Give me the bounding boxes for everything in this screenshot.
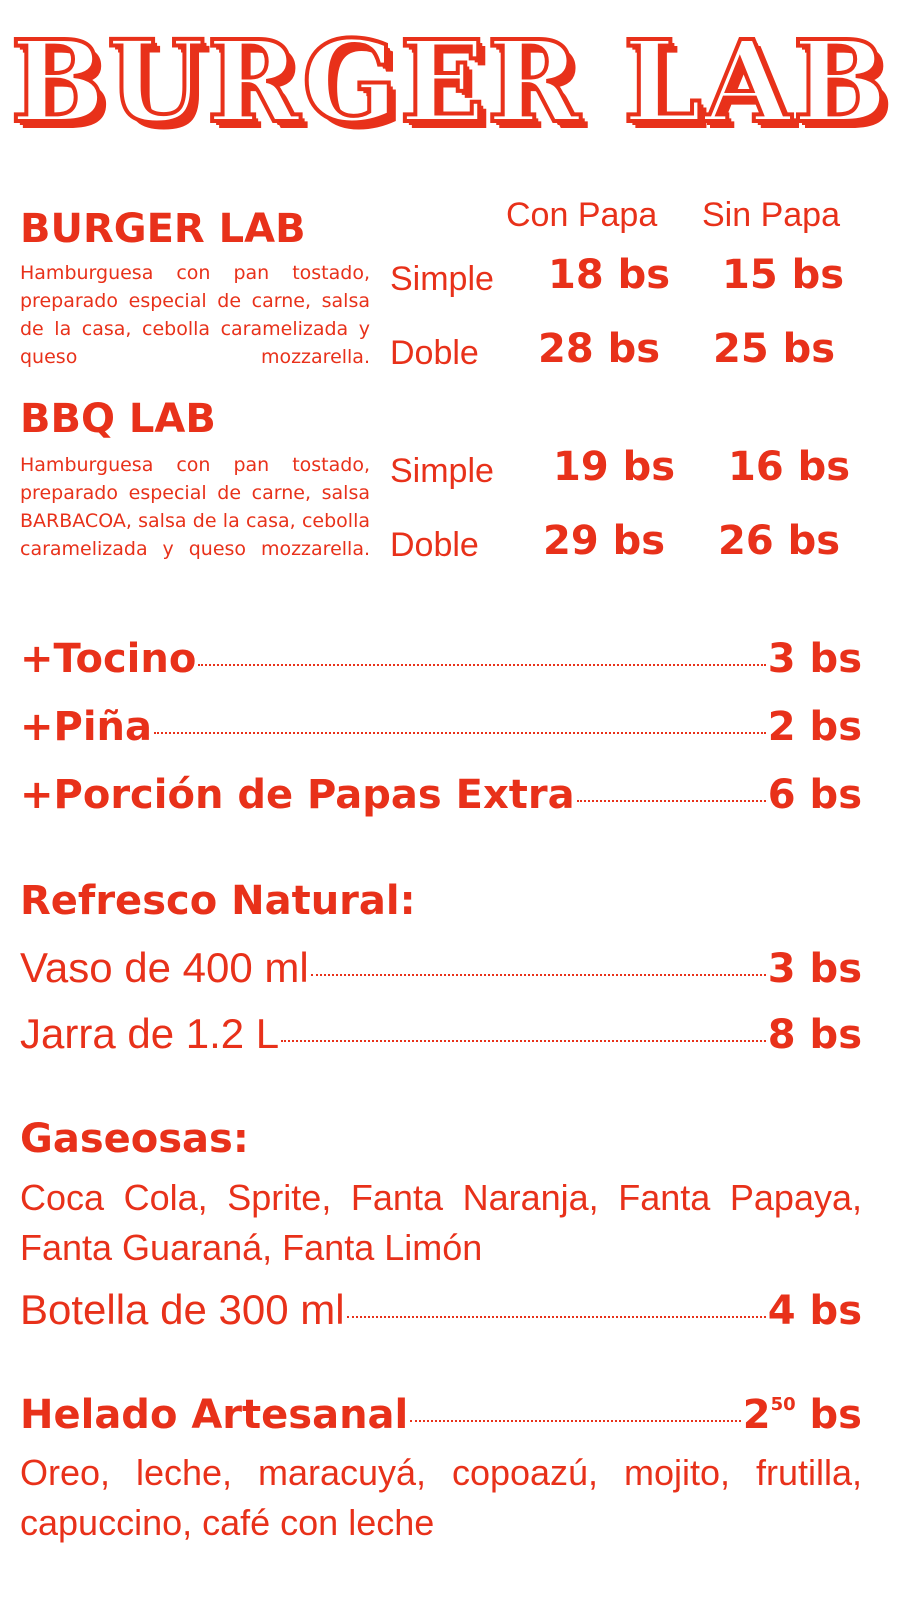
burger-name: BBQ LAB: [20, 396, 216, 442]
leader-dots: [311, 974, 766, 976]
leader-dots: [154, 732, 766, 734]
price-con-papa: 29 bs: [543, 518, 666, 564]
leader-dots: [198, 664, 765, 666]
size-simple: Simple: [390, 452, 494, 490]
menu-title: BURGER LAB: [10, 17, 890, 148]
burger-description: Hamburguesa con pan tostado, preparado especial de carne, salsa de la casa, cebolla caramelizada y queso mozzarella.: [20, 262, 370, 368]
price-sin-papa: 25 bs: [713, 326, 836, 372]
drink-label: Vaso de 400 ml: [20, 944, 309, 991]
price-con-papa: 28 bs: [538, 326, 661, 372]
extra-label: +Piña: [20, 704, 153, 750]
drink-label: Jarra de 1.2 L: [20, 1010, 280, 1057]
gaseosas-flavors: Coca Cola, Sprite, Fanta Naranja, Fanta Papaya, Fanta Guaraná, Fanta Limón: [20, 1177, 862, 1268]
extra-price: 2 bs: [767, 704, 862, 750]
extra-item: [20, 636, 862, 682]
size-doble: Doble: [390, 334, 479, 372]
helado-item: [20, 1392, 862, 1438]
price-sin-papa: 26 bs: [718, 518, 841, 564]
burger-name: BURGER LAB: [20, 206, 306, 252]
extra-price: 3 bs: [767, 636, 862, 682]
size-doble: Doble: [390, 526, 479, 564]
drink-item: [20, 1010, 862, 1058]
drink-price: 3 bs: [767, 946, 862, 992]
helado-price: $2^{50}$ bs: [742, 1392, 862, 1438]
extra-item: [20, 772, 862, 818]
drink-item: [20, 1286, 862, 1334]
leader-dots: [410, 1420, 740, 1422]
extra-label: +Porción de Papas Extra: [20, 772, 575, 818]
extra-price: 6 bs: [767, 772, 862, 818]
extra-label: +Tocino: [20, 636, 197, 682]
price-sin-papa: 16 bs: [728, 444, 851, 490]
helado-label: Helado Artesanal: [20, 1392, 409, 1438]
price-con-papa: 18 bs: [548, 252, 671, 298]
drink-item: [20, 944, 862, 992]
leader-dots: [347, 1316, 766, 1318]
leader-dots: [281, 1040, 766, 1042]
drink-label: Botella de 300 ml: [20, 1286, 345, 1333]
size-simple: Simple: [390, 260, 494, 298]
leader-dots: [577, 800, 766, 802]
drink-price: 4 bs: [767, 1288, 862, 1334]
price-sin-papa: 15 bs: [722, 252, 845, 298]
header-con-papa: Con Papa: [506, 196, 658, 234]
price-con-papa: 19 bs: [553, 444, 676, 490]
header-sin-papa: Sin Papa: [702, 196, 840, 234]
section-heading-refresco: Refresco Natural:: [20, 878, 416, 924]
section-heading-gaseosas: Gaseosas:: [20, 1116, 249, 1162]
helado-flavors: Oreo, leche, maracuyá, copoazú, mojito, frutilla, capuccino, café con leche: [20, 1452, 862, 1543]
drink-price: 8 bs: [767, 1012, 862, 1058]
extra-item: [20, 704, 862, 750]
burger-description: Hamburguesa con pan tostado, preparado especial de carne, salsa BARBACOA, salsa de la casa, cebolla caramelizada y queso mozzarella.: [20, 454, 370, 560]
